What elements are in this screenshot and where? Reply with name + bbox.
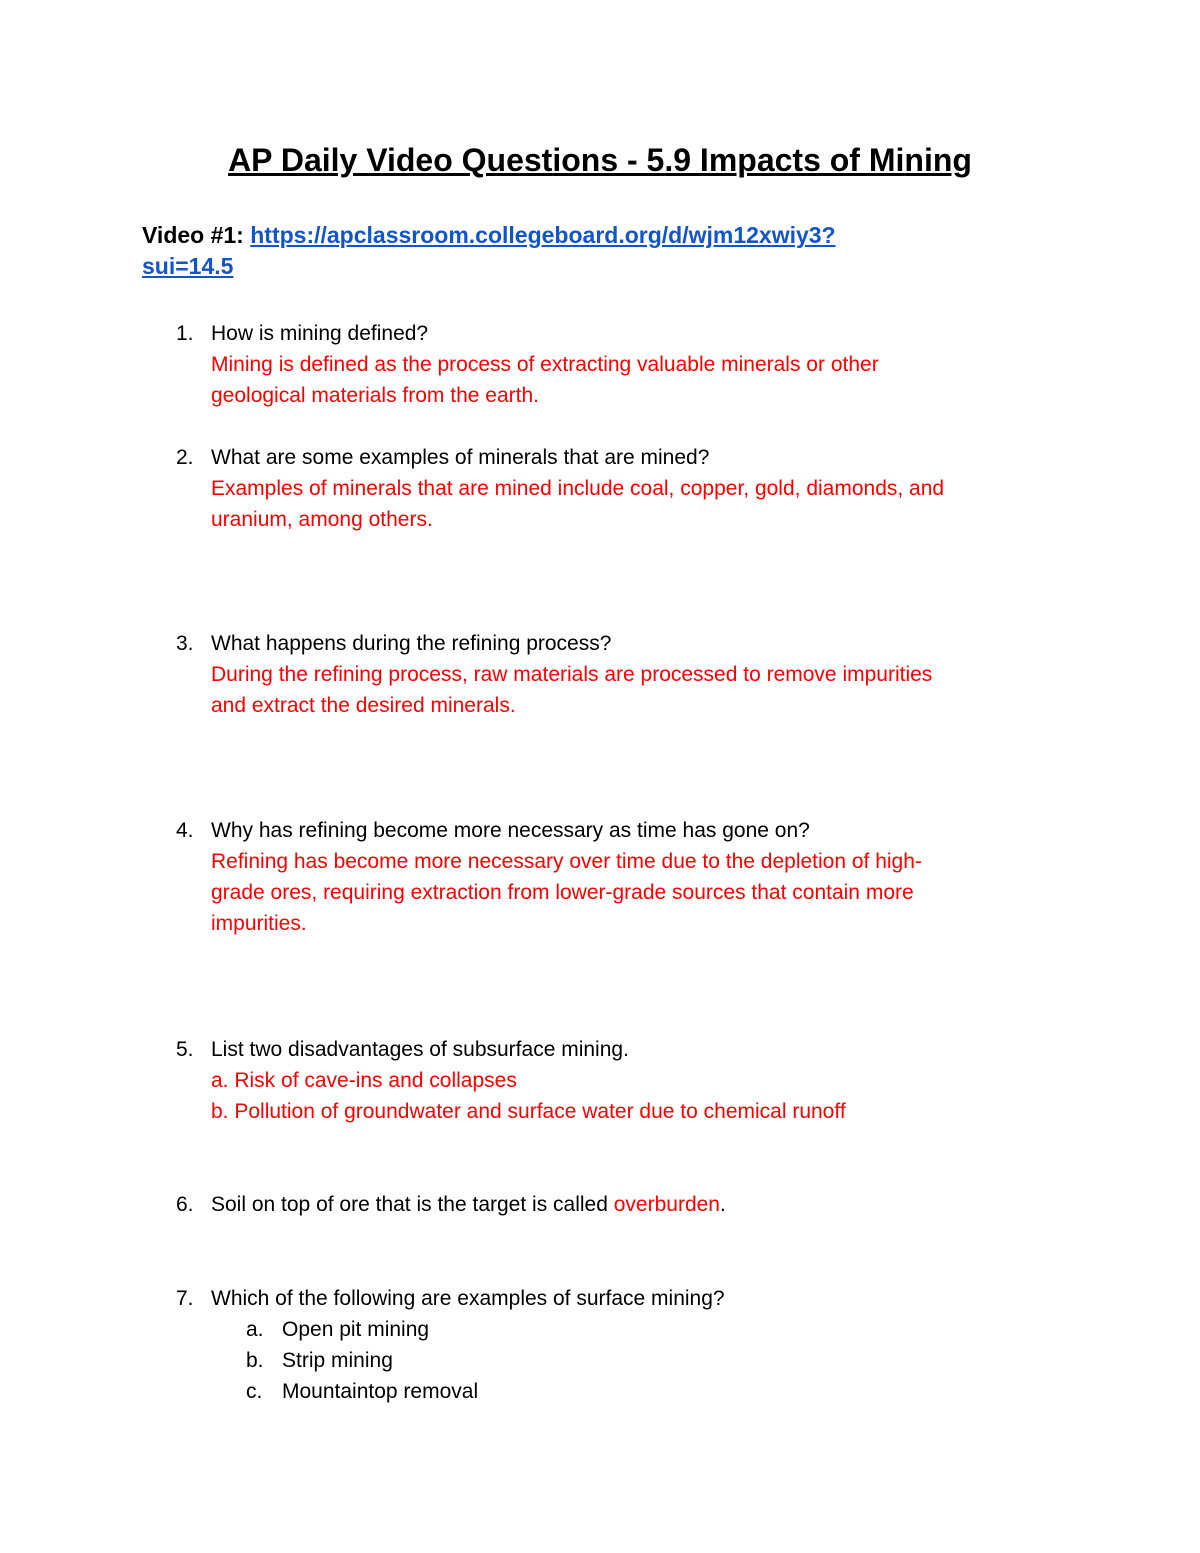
answer-line: impurities. — [211, 912, 307, 935]
answer-line: During the refining process, raw materials are processed to remove impurities — [211, 663, 933, 686]
question-number: 4. — [176, 819, 194, 842]
option-text: Open pit mining — [282, 1318, 430, 1341]
question-text: Which of the following are examples of surface mining? — [211, 1287, 725, 1310]
question-text: What are some examples of minerals that are mined? — [211, 446, 710, 469]
answer-line: uranium, among others. — [211, 508, 433, 531]
question-number: 1. — [176, 322, 194, 345]
option-c — [211, 1376, 1051, 1407]
question-number: 6. — [176, 1193, 194, 1216]
answer-line: grade ores, requiring extraction from lower-grade sources that contain more — [211, 881, 914, 904]
answer-line: b. Pollution of groundwater and surface water due to chemical runoff — [211, 1100, 846, 1123]
question-text: What happens during the refining process? — [211, 632, 612, 655]
answer-line: Refining has become more necessary over time due to the depletion of high- — [211, 850, 922, 873]
question-number: 3. — [176, 632, 194, 655]
question-number: 7. — [176, 1287, 194, 1310]
option-letter: a. — [246, 1318, 264, 1341]
answer-line: and extract the desired minerals. — [211, 694, 516, 717]
question-number: 2. — [176, 446, 194, 469]
question-text: How is mining defined? — [211, 322, 429, 345]
option-text: Strip mining — [282, 1349, 393, 1372]
video-link[interactable]: https://apclassroom.collegeboard.org/d/wjm12xwiy3? sui=14.5 — [142, 222, 836, 279]
answer-line: a. Risk of cave-ins and collapses — [211, 1069, 517, 1092]
video-label: Video #1: — [142, 222, 251, 248]
question-text: Soil on top of ore that is the target is called overburden. — [211, 1193, 726, 1216]
question-number: 5. — [176, 1038, 194, 1061]
option-text: Mountaintop removal — [282, 1380, 479, 1403]
question-text: Why has refining become more necessary as time has gone on? — [211, 819, 810, 842]
answer-inline: overburden — [613, 1193, 720, 1216]
answer-line: Mining is defined as the process of extracting valuable minerals or other — [211, 353, 879, 376]
page-title: AP Daily Video Questions - 5.9 Impacts of Mining — [228, 142, 972, 178]
answer-line: Examples of minerals that are mined include coal, copper, gold, diamonds, and — [211, 477, 945, 500]
option-letter: c. — [246, 1380, 263, 1403]
answer-line: geological materials from the earth. — [211, 384, 539, 407]
option-letter: b. — [246, 1349, 264, 1372]
video-link-line — [142, 220, 1022, 282]
option-b — [211, 1345, 1051, 1376]
option-a — [211, 1314, 1051, 1345]
question-text: List two disadvantages of subsurface mining. — [211, 1038, 629, 1061]
